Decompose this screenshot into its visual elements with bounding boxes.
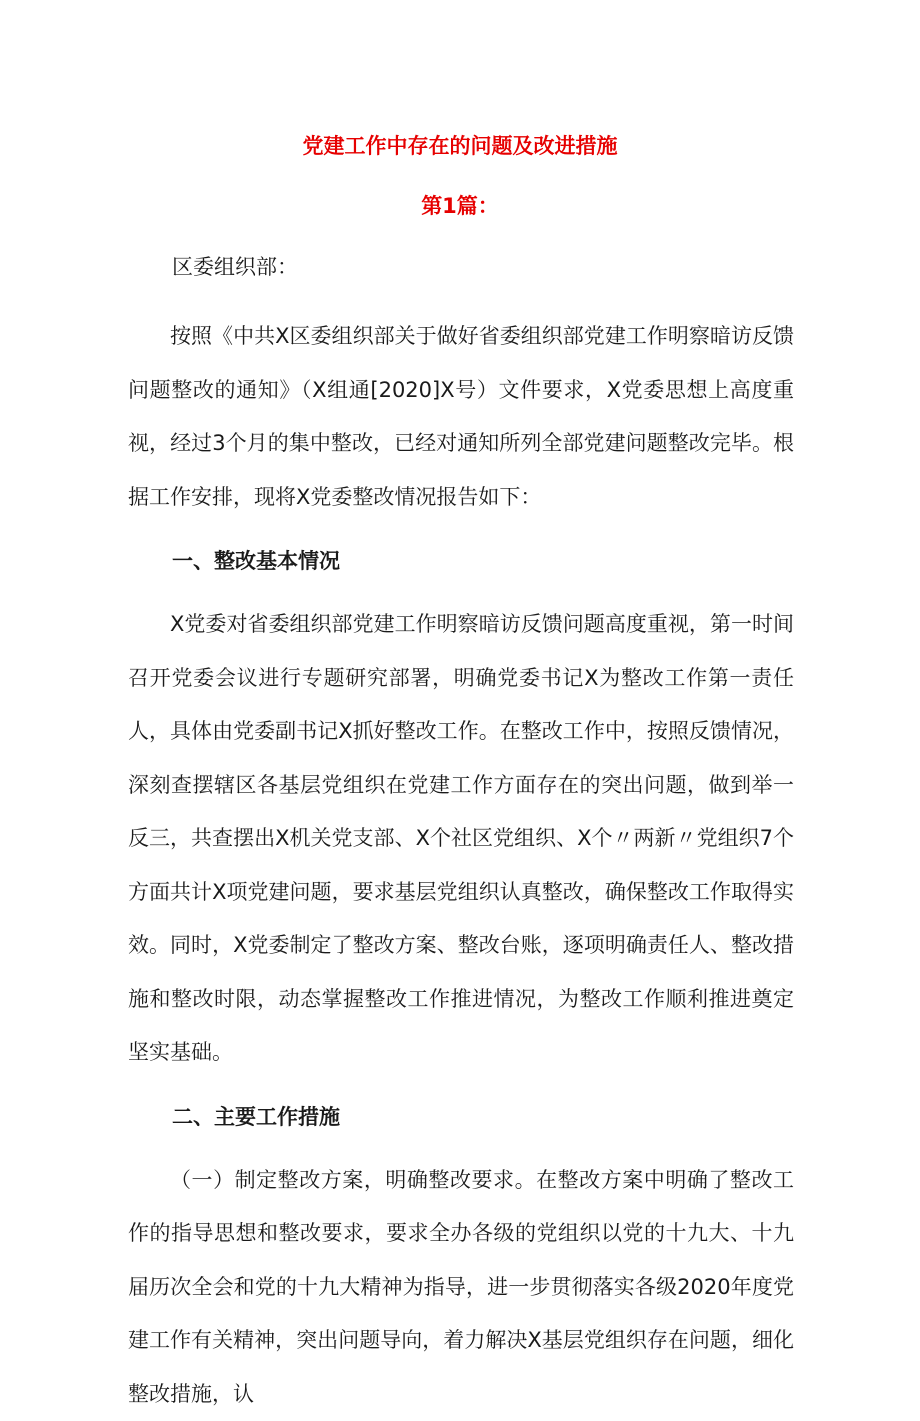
section-heading-1: 一、整改基本情况 <box>128 542 794 580</box>
section-heading-2: 二、主要工作措施 <box>128 1098 794 1136</box>
section-paragraph-1: X党委对省委组织部党建工作明察暗访反馈问题高度重视，第一时间召开党委会议进行专题研究部署，明确党委书记X为整改工作第一责任人，具体由党委副书记X抓好整改工作。在整改工作中，按照反馈情况，深刻查摆辖区各基层党组织在党建工作方面存在的突出问题，做到举一反三，共查摆出X机关党支部、X个社区党组织、X个〃两新〃党组织7个方面共计X项党建问题，要求基层党组织认真整改，确保整改工作取得实效。同时，X党委制定了整改方案、整改台账，逐项明确责任人、整改措施和整改时限，动态掌握整改工作推进情况，为整改工作顺利推进奠定坚实基础。 <box>128 598 794 1080</box>
salutation: 区委组织部： <box>128 248 794 286</box>
document-title: 党建工作中存在的问题及改进措施 <box>0 131 920 161</box>
section-paragraph-2: （一）制定整改方案，明确整改要求。在整改方案中明确了整改工作的指导思想和整改要求，要求全办各级的党组织以党的十九大、十九届历次全会和党的十九大精神为指导，进一步贯彻落实各级2020年度党建工作有关精神，突出问题导向，着力解决X基层党组织存在问题，细化整改措施，认 <box>128 1154 794 1421</box>
document-body <box>128 248 794 1421</box>
document-subtitle: 第1篇： <box>0 191 920 221</box>
intro-paragraph: 按照《中共X区委组织部关于做好省委组织部党建工作明察暗访反馈问题整改的通知》（X组通[2020]X号）文件要求，X党委思想上高度重视，经过3个月的集中整改，已经对通知所列全部党建问题整改完毕。根据工作安排，现将X党委整改情况报告如下： <box>128 310 794 524</box>
